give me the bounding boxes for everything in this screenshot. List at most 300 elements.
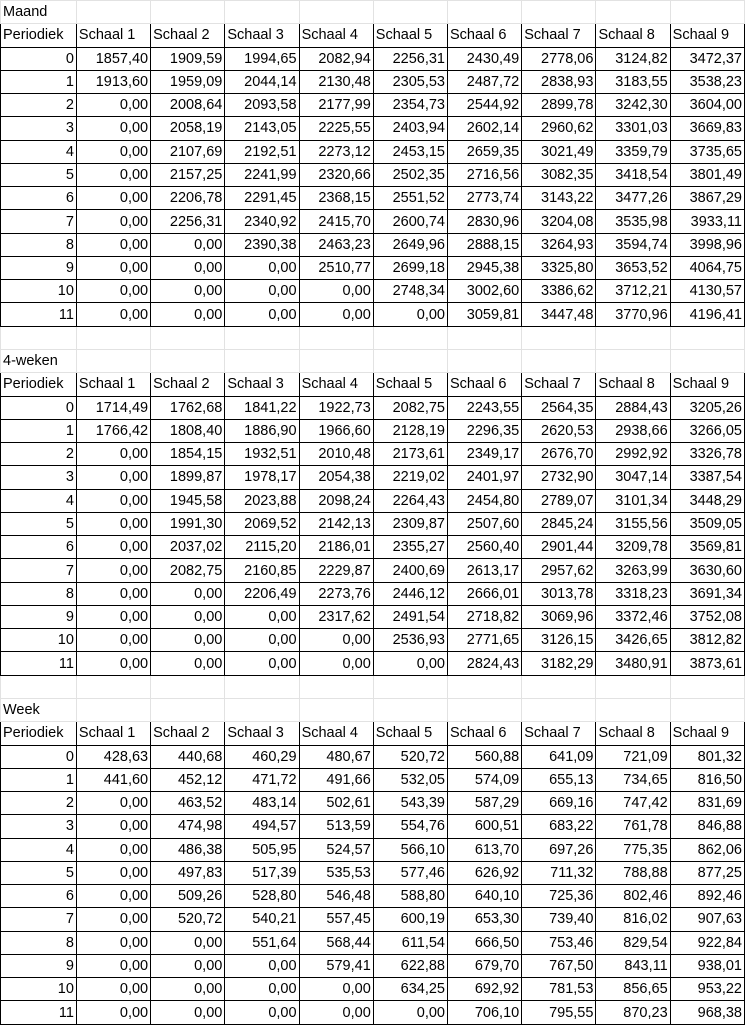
salary-cell[interactable]: 870,23 (596, 1001, 670, 1024)
column-header[interactable]: Schaal 2 (151, 373, 225, 396)
salary-cell[interactable]: 513,59 (299, 815, 373, 838)
salary-cell[interactable]: 2037,02 (151, 536, 225, 559)
salary-cell[interactable]: 3266,05 (670, 419, 744, 442)
salary-cell[interactable]: 3867,29 (670, 187, 744, 210)
periodiek-cell[interactable]: 6 (1, 536, 77, 559)
salary-cell[interactable]: 683,22 (522, 815, 596, 838)
column-header[interactable]: Schaal 5 (373, 373, 447, 396)
salary-cell[interactable]: 483,14 (225, 792, 299, 815)
column-header[interactable]: Schaal 8 (596, 24, 670, 47)
salary-cell[interactable]: 577,46 (373, 861, 447, 884)
salary-cell[interactable]: 2718,82 (448, 605, 522, 628)
empty-cell[interactable] (670, 698, 744, 721)
salary-cell[interactable]: 3691,34 (670, 582, 744, 605)
salary-cell[interactable]: 2938,66 (596, 419, 670, 442)
empty-cell[interactable] (373, 675, 447, 698)
salary-cell[interactable]: 2054,38 (299, 466, 373, 489)
empty-cell[interactable] (522, 326, 596, 349)
salary-cell[interactable]: 831,69 (670, 792, 744, 815)
salary-cell[interactable]: 460,29 (225, 745, 299, 768)
salary-cell[interactable]: 2649,96 (373, 233, 447, 256)
column-header[interactable]: Schaal 6 (448, 24, 522, 47)
salary-cell[interactable]: 2044,14 (225, 70, 299, 93)
salary-cell[interactable]: 2699,18 (373, 256, 447, 279)
salary-cell[interactable]: 0,00 (76, 815, 150, 838)
salary-cell[interactable]: 2888,15 (448, 233, 522, 256)
salary-cell[interactable]: 2824,43 (448, 652, 522, 675)
salary-cell[interactable]: 2143,05 (225, 117, 299, 140)
column-header[interactable]: Schaal 1 (76, 373, 150, 396)
salary-cell[interactable]: 3002,60 (448, 280, 522, 303)
salary-cell[interactable]: 2305,53 (373, 70, 447, 93)
salary-cell[interactable]: 2463,23 (299, 233, 373, 256)
salary-cell[interactable]: 679,70 (448, 954, 522, 977)
salary-cell[interactable]: 0,00 (225, 280, 299, 303)
salary-cell[interactable]: 2676,70 (522, 443, 596, 466)
salary-cell[interactable]: 2320,66 (299, 163, 373, 186)
salary-cell[interactable]: 0,00 (373, 303, 447, 326)
salary-cell[interactable]: 3535,98 (596, 210, 670, 233)
salary-cell[interactable]: 2058,19 (151, 117, 225, 140)
empty-cell[interactable] (522, 349, 596, 372)
periodiek-cell[interactable]: 2 (1, 443, 77, 466)
salary-cell[interactable]: 1932,51 (225, 443, 299, 466)
salary-cell[interactable]: 2340,92 (225, 210, 299, 233)
salary-cell[interactable]: 1808,40 (151, 419, 225, 442)
periodiek-cell[interactable]: 8 (1, 931, 77, 954)
salary-cell[interactable]: 2173,61 (373, 443, 447, 466)
salary-cell[interactable]: 2732,90 (522, 466, 596, 489)
empty-cell[interactable] (76, 326, 150, 349)
periodiek-cell[interactable]: 3 (1, 815, 77, 838)
salary-cell[interactable]: 0,00 (299, 652, 373, 675)
salary-cell[interactable]: 2613,17 (448, 559, 522, 582)
salary-cell[interactable]: 2401,97 (448, 466, 522, 489)
salary-cell[interactable]: 2082,75 (151, 559, 225, 582)
salary-cell[interactable]: 634,25 (373, 978, 447, 1001)
periodiek-cell[interactable]: 5 (1, 512, 77, 535)
salary-cell[interactable]: 0,00 (151, 652, 225, 675)
empty-cell[interactable] (596, 698, 670, 721)
salary-cell[interactable]: 0,00 (225, 256, 299, 279)
salary-cell[interactable]: 0,00 (76, 629, 150, 652)
salary-cell[interactable]: 3325,80 (522, 256, 596, 279)
periodiek-cell[interactable]: 3 (1, 117, 77, 140)
salary-cell[interactable]: 2355,27 (373, 536, 447, 559)
salary-cell[interactable]: 2219,02 (373, 466, 447, 489)
salary-cell[interactable]: 0,00 (76, 652, 150, 675)
periodiek-cell[interactable]: 1 (1, 768, 77, 791)
salary-cell[interactable]: 0,00 (76, 536, 150, 559)
salary-cell[interactable]: 669,16 (522, 792, 596, 815)
salary-cell[interactable]: 1913,60 (76, 70, 150, 93)
salary-cell[interactable]: 3386,62 (522, 280, 596, 303)
salary-cell[interactable]: 3242,30 (596, 94, 670, 117)
salary-cell[interactable]: 2177,99 (299, 94, 373, 117)
salary-cell[interactable]: 801,32 (670, 745, 744, 768)
salary-cell[interactable]: 0,00 (225, 629, 299, 652)
salary-cell[interactable]: 938,01 (670, 954, 744, 977)
salary-cell[interactable]: 440,68 (151, 745, 225, 768)
salary-cell[interactable]: 0,00 (373, 1001, 447, 1024)
empty-cell[interactable] (596, 349, 670, 372)
salary-cell[interactable]: 2830,96 (448, 210, 522, 233)
empty-cell[interactable] (670, 326, 744, 349)
column-header[interactable]: Schaal 9 (670, 373, 744, 396)
salary-cell[interactable]: 739,40 (522, 908, 596, 931)
salary-cell[interactable]: 474,98 (151, 815, 225, 838)
salary-cell[interactable]: 2241,99 (225, 163, 299, 186)
salary-cell[interactable]: 2771,65 (448, 629, 522, 652)
salary-cell[interactable]: 1966,60 (299, 419, 373, 442)
salary-cell[interactable]: 3873,61 (670, 652, 744, 675)
column-header[interactable]: Schaal 6 (448, 722, 522, 745)
salary-cell[interactable]: 491,66 (299, 768, 373, 791)
empty-cell[interactable] (151, 326, 225, 349)
salary-cell[interactable]: 747,42 (596, 792, 670, 815)
salary-cell[interactable]: 3301,03 (596, 117, 670, 140)
column-header[interactable]: Schaal 5 (373, 722, 447, 745)
salary-cell[interactable]: 3752,08 (670, 605, 744, 628)
salary-cell[interactable]: 3448,29 (670, 489, 744, 512)
salary-cell[interactable]: 2620,53 (522, 419, 596, 442)
salary-cell[interactable]: 0,00 (299, 1001, 373, 1024)
salary-cell[interactable]: 666,50 (448, 931, 522, 954)
salary-cell[interactable]: 502,61 (299, 792, 373, 815)
salary-cell[interactable]: 520,72 (373, 745, 447, 768)
salary-cell[interactable]: 2008,64 (151, 94, 225, 117)
salary-cell[interactable]: 2502,35 (373, 163, 447, 186)
salary-cell[interactable]: 2192,51 (225, 140, 299, 163)
salary-cell[interactable]: 907,63 (670, 908, 744, 931)
salary-cell[interactable]: 0,00 (76, 792, 150, 815)
salary-cell[interactable]: 3263,99 (596, 559, 670, 582)
salary-cell[interactable]: 611,54 (373, 931, 447, 954)
salary-cell[interactable]: 3143,22 (522, 187, 596, 210)
salary-cell[interactable]: 2256,31 (151, 210, 225, 233)
periodiek-cell[interactable]: 4 (1, 489, 77, 512)
salary-cell[interactable]: 0,00 (225, 652, 299, 675)
salary-cell[interactable]: 560,88 (448, 745, 522, 768)
salary-cell[interactable]: 441,60 (76, 768, 150, 791)
salary-cell[interactable]: 3538,23 (670, 70, 744, 93)
periodiek-cell[interactable]: 11 (1, 652, 77, 675)
salary-cell[interactable]: 2560,40 (448, 536, 522, 559)
salary-cell[interactable]: 2666,01 (448, 582, 522, 605)
salary-cell[interactable]: 0,00 (76, 163, 150, 186)
salary-cell[interactable]: 0,00 (76, 908, 150, 931)
salary-cell[interactable]: 2229,87 (299, 559, 373, 582)
empty-cell[interactable] (373, 698, 447, 721)
salary-cell[interactable]: 4064,75 (670, 256, 744, 279)
salary-cell[interactable]: 2453,15 (373, 140, 447, 163)
empty-cell[interactable] (299, 349, 373, 372)
salary-cell[interactable]: 1714,49 (76, 396, 150, 419)
salary-cell[interactable]: 2778,06 (522, 47, 596, 70)
salary-cell[interactable]: 734,65 (596, 768, 670, 791)
salary-cell[interactable]: 3124,82 (596, 47, 670, 70)
salary-cell[interactable]: 2884,43 (596, 396, 670, 419)
periodiek-cell[interactable]: 6 (1, 187, 77, 210)
salary-cell[interactable]: 2069,52 (225, 512, 299, 535)
salary-cell[interactable]: 2256,31 (373, 47, 447, 70)
empty-cell[interactable] (151, 1, 225, 24)
salary-cell[interactable]: 613,70 (448, 838, 522, 861)
salary-cell[interactable]: 428,63 (76, 745, 150, 768)
salary-cell[interactable]: 843,11 (596, 954, 670, 977)
periodiek-cell[interactable]: 2 (1, 792, 77, 815)
salary-cell[interactable]: 3812,82 (670, 629, 744, 652)
salary-cell[interactable]: 3509,05 (670, 512, 744, 535)
salary-cell[interactable]: 0,00 (151, 303, 225, 326)
salary-cell[interactable]: 600,51 (448, 815, 522, 838)
empty-cell[interactable] (448, 1, 522, 24)
salary-cell[interactable]: 3069,96 (522, 605, 596, 628)
salary-cell[interactable]: 3735,65 (670, 140, 744, 163)
salary-cell[interactable]: 2544,92 (448, 94, 522, 117)
salary-cell[interactable]: 0,00 (225, 1001, 299, 1024)
periodiek-cell[interactable]: 3 (1, 466, 77, 489)
column-header[interactable]: Schaal 9 (670, 24, 744, 47)
empty-cell[interactable] (670, 349, 744, 372)
salary-cell[interactable]: 587,29 (448, 792, 522, 815)
salary-cell[interactable]: 1991,30 (151, 512, 225, 535)
salary-cell[interactable]: 520,72 (151, 908, 225, 931)
salary-cell[interactable]: 0,00 (76, 512, 150, 535)
salary-cell[interactable]: 711,32 (522, 861, 596, 884)
salary-cell[interactable]: 0,00 (76, 838, 150, 861)
salary-cell[interactable]: 753,46 (522, 931, 596, 954)
salary-cell[interactable]: 3205,26 (670, 396, 744, 419)
salary-cell[interactable]: 2273,12 (299, 140, 373, 163)
salary-cell[interactable]: 0,00 (76, 1001, 150, 1024)
salary-cell[interactable]: 0,00 (373, 652, 447, 675)
empty-cell[interactable] (670, 675, 744, 698)
salary-cell[interactable]: 2243,55 (448, 396, 522, 419)
salary-cell[interactable]: 3933,11 (670, 210, 744, 233)
salary-cell[interactable]: 2317,62 (299, 605, 373, 628)
salary-cell[interactable]: 1766,42 (76, 419, 150, 442)
salary-cell[interactable]: 767,50 (522, 954, 596, 977)
salary-cell[interactable]: 0,00 (299, 978, 373, 1001)
periodiek-cell[interactable]: 10 (1, 629, 77, 652)
salary-cell[interactable]: 1945,58 (151, 489, 225, 512)
salary-cell[interactable]: 0,00 (76, 210, 150, 233)
salary-cell[interactable]: 540,21 (225, 908, 299, 931)
salary-cell[interactable]: 3801,49 (670, 163, 744, 186)
salary-cell[interactable]: 2430,49 (448, 47, 522, 70)
empty-cell[interactable] (299, 698, 373, 721)
salary-cell[interactable]: 2491,54 (373, 605, 447, 628)
salary-cell[interactable]: 566,10 (373, 838, 447, 861)
empty-cell[interactable] (522, 1, 596, 24)
salary-cell[interactable]: 0,00 (76, 489, 150, 512)
salary-cell[interactable]: 0,00 (151, 280, 225, 303)
salary-cell[interactable]: 0,00 (151, 582, 225, 605)
periodiek-cell[interactable]: 10 (1, 280, 77, 303)
salary-cell[interactable]: 2960,62 (522, 117, 596, 140)
empty-cell[interactable] (670, 1, 744, 24)
salary-cell[interactable]: 655,13 (522, 768, 596, 791)
salary-cell[interactable]: 2157,25 (151, 163, 225, 186)
salary-cell[interactable]: 2093,58 (225, 94, 299, 117)
salary-cell[interactable]: 2296,35 (448, 419, 522, 442)
salary-cell[interactable]: 2716,56 (448, 163, 522, 186)
salary-cell[interactable]: 2945,38 (448, 256, 522, 279)
periodiek-cell[interactable]: 10 (1, 978, 77, 1001)
periodiek-cell[interactable]: 4 (1, 140, 77, 163)
salary-cell[interactable]: 505,95 (225, 838, 299, 861)
salary-cell[interactable]: 2107,69 (151, 140, 225, 163)
salary-cell[interactable]: 3101,34 (596, 489, 670, 512)
column-header[interactable]: Schaal 7 (522, 722, 596, 745)
salary-cell[interactable]: 0,00 (225, 303, 299, 326)
salary-cell[interactable]: 653,30 (448, 908, 522, 931)
salary-cell[interactable]: 0,00 (76, 94, 150, 117)
salary-cell[interactable]: 0,00 (76, 885, 150, 908)
salary-cell[interactable]: 2773,74 (448, 187, 522, 210)
periodiek-cell[interactable]: 9 (1, 605, 77, 628)
salary-cell[interactable]: 0,00 (76, 280, 150, 303)
empty-cell[interactable] (76, 1, 150, 24)
salary-cell[interactable]: 2899,78 (522, 94, 596, 117)
salary-cell[interactable]: 0,00 (151, 978, 225, 1001)
column-header[interactable]: Schaal 7 (522, 24, 596, 47)
salary-cell[interactable]: 2510,77 (299, 256, 373, 279)
periodiek-cell[interactable]: 7 (1, 210, 77, 233)
salary-cell[interactable]: 0,00 (76, 559, 150, 582)
section-title[interactable]: Week (1, 698, 77, 721)
salary-cell[interactable]: 3126,15 (522, 629, 596, 652)
salary-cell[interactable]: 2098,24 (299, 489, 373, 512)
column-header[interactable]: Schaal 7 (522, 373, 596, 396)
salary-cell[interactable]: 0,00 (225, 954, 299, 977)
salary-cell[interactable]: 0,00 (299, 280, 373, 303)
salary-cell[interactable]: 2551,52 (373, 187, 447, 210)
salary-cell[interactable]: 551,64 (225, 931, 299, 954)
salary-cell[interactable]: 517,39 (225, 861, 299, 884)
salary-cell[interactable]: 3480,91 (596, 652, 670, 675)
salary-cell[interactable]: 775,35 (596, 838, 670, 861)
empty-cell[interactable] (299, 326, 373, 349)
salary-cell[interactable]: 1994,65 (225, 47, 299, 70)
salary-cell[interactable]: 1857,40 (76, 47, 150, 70)
empty-cell[interactable] (596, 1, 670, 24)
salary-cell[interactable]: 2390,38 (225, 233, 299, 256)
empty-cell[interactable] (225, 1, 299, 24)
salary-cell[interactable]: 0,00 (76, 605, 150, 628)
salary-cell[interactable]: 3264,93 (522, 233, 596, 256)
column-header[interactable]: Schaal 9 (670, 722, 744, 745)
salary-cell[interactable]: 2415,70 (299, 210, 373, 233)
column-header[interactable]: Periodiek (1, 722, 77, 745)
salary-cell[interactable]: 0,00 (225, 605, 299, 628)
salary-cell[interactable]: 2845,24 (522, 512, 596, 535)
salary-cell[interactable]: 3630,60 (670, 559, 744, 582)
salary-cell[interactable]: 3326,78 (670, 443, 744, 466)
salary-cell[interactable]: 829,54 (596, 931, 670, 954)
empty-cell[interactable] (522, 698, 596, 721)
salary-cell[interactable]: 463,52 (151, 792, 225, 815)
salary-cell[interactable]: 3059,81 (448, 303, 522, 326)
periodiek-cell[interactable]: 7 (1, 559, 77, 582)
empty-cell[interactable] (1, 675, 77, 698)
periodiek-cell[interactable]: 4 (1, 838, 77, 861)
column-header[interactable]: Schaal 8 (596, 722, 670, 745)
salary-cell[interactable]: 2992,92 (596, 443, 670, 466)
salary-cell[interactable]: 1922,73 (299, 396, 373, 419)
salary-cell[interactable]: 3604,00 (670, 94, 744, 117)
salary-cell[interactable]: 802,46 (596, 885, 670, 908)
salary-cell[interactable]: 0,00 (76, 954, 150, 977)
empty-cell[interactable] (76, 349, 150, 372)
column-header[interactable]: Schaal 3 (225, 24, 299, 47)
salary-cell[interactable]: 0,00 (76, 233, 150, 256)
empty-cell[interactable] (299, 1, 373, 24)
salary-cell[interactable]: 2225,55 (299, 117, 373, 140)
salary-cell[interactable]: 0,00 (151, 954, 225, 977)
salary-cell[interactable]: 497,83 (151, 861, 225, 884)
salary-cell[interactable]: 554,76 (373, 815, 447, 838)
salary-cell[interactable]: 1978,17 (225, 466, 299, 489)
periodiek-cell[interactable]: 0 (1, 745, 77, 768)
salary-cell[interactable]: 509,26 (151, 885, 225, 908)
periodiek-cell[interactable]: 7 (1, 908, 77, 931)
column-header[interactable]: Schaal 8 (596, 373, 670, 396)
salary-cell[interactable]: 1899,87 (151, 466, 225, 489)
salary-cell[interactable]: 557,45 (299, 908, 373, 931)
salary-cell[interactable]: 0,00 (299, 303, 373, 326)
salary-cell[interactable]: 788,88 (596, 861, 670, 884)
salary-cell[interactable]: 3372,46 (596, 605, 670, 628)
salary-cell[interactable]: 1909,59 (151, 47, 225, 70)
salary-cell[interactable]: 2446,12 (373, 582, 447, 605)
column-header[interactable]: Schaal 4 (299, 722, 373, 745)
salary-cell[interactable]: 3569,81 (670, 536, 744, 559)
salary-cell[interactable]: 856,65 (596, 978, 670, 1001)
salary-cell[interactable]: 0,00 (76, 187, 150, 210)
salary-cell[interactable]: 2487,72 (448, 70, 522, 93)
column-header[interactable]: Schaal 2 (151, 24, 225, 47)
salary-cell[interactable]: 3770,96 (596, 303, 670, 326)
periodiek-cell[interactable]: 6 (1, 885, 77, 908)
salary-cell[interactable]: 641,09 (522, 745, 596, 768)
empty-cell[interactable] (522, 675, 596, 698)
salary-cell[interactable]: 0,00 (76, 582, 150, 605)
salary-cell[interactable]: 816,50 (670, 768, 744, 791)
salary-cell[interactable]: 877,25 (670, 861, 744, 884)
salary-cell[interactable]: 816,02 (596, 908, 670, 931)
salary-cell[interactable]: 862,06 (670, 838, 744, 861)
periodiek-cell[interactable]: 0 (1, 396, 77, 419)
empty-cell[interactable] (76, 675, 150, 698)
salary-cell[interactable]: 543,39 (373, 792, 447, 815)
empty-cell[interactable] (448, 349, 522, 372)
salary-cell[interactable]: 3472,37 (670, 47, 744, 70)
salary-cell[interactable]: 2368,15 (299, 187, 373, 210)
salary-cell[interactable]: 0,00 (151, 931, 225, 954)
salary-cell[interactable]: 535,53 (299, 861, 373, 884)
salary-cell[interactable]: 486,38 (151, 838, 225, 861)
salary-cell[interactable]: 3021,49 (522, 140, 596, 163)
empty-cell[interactable] (596, 326, 670, 349)
salary-cell[interactable]: 2838,93 (522, 70, 596, 93)
periodiek-cell[interactable]: 8 (1, 233, 77, 256)
salary-cell[interactable]: 725,36 (522, 885, 596, 908)
salary-cell[interactable]: 2507,60 (448, 512, 522, 535)
salary-cell[interactable]: 0,00 (76, 978, 150, 1001)
empty-cell[interactable] (373, 326, 447, 349)
